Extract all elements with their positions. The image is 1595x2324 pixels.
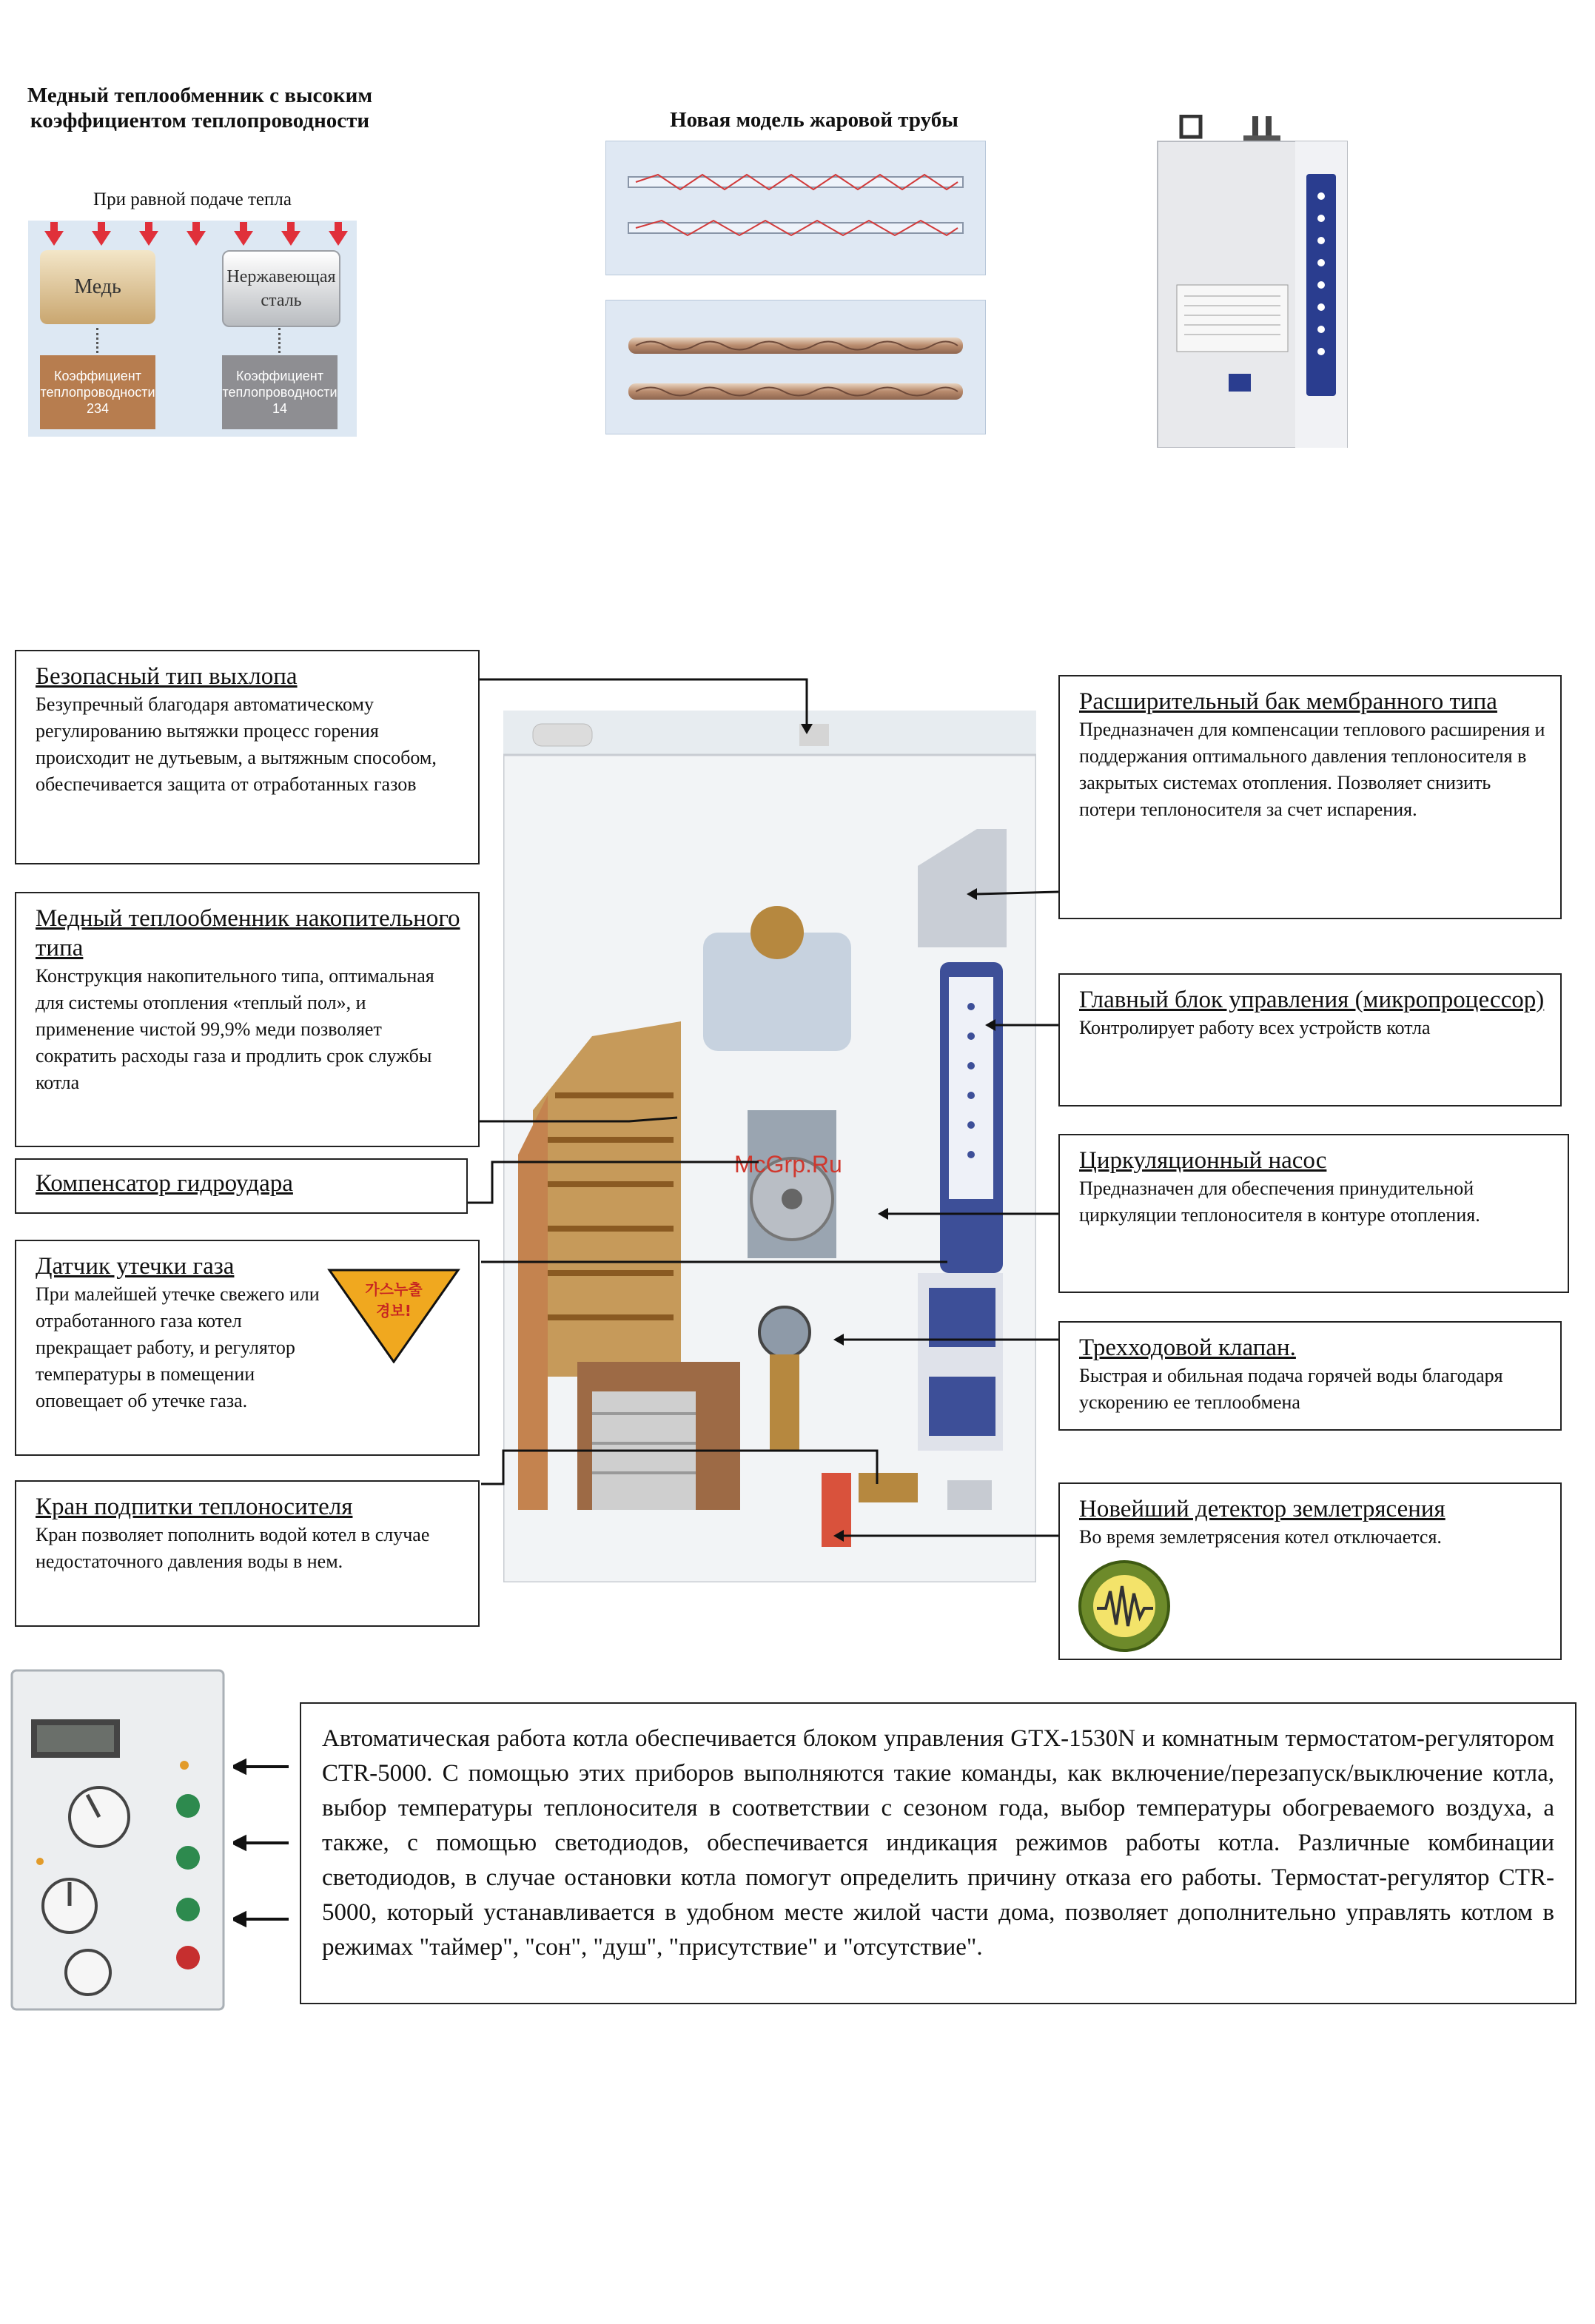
arrow-left-icon [233,1761,245,1773]
callout-text: Предназначен для обеспечения принудительной циркуляции теплоносителя в контуре отопления. [1079,1178,1480,1226]
earthquake-seal-icon [1076,1558,1172,1654]
tube-section-title: Новая модель жаровой трубы [670,108,958,132]
callout-copper-heat-exchanger [15,892,480,1147]
panel-pointer-arrows [233,1758,292,1928]
steel-coefficient-box: Коэффициент теплопроводности 14 [222,355,338,429]
copper-section-title: Медный теплообменник с высоким коэффициентом теплопроводности [27,84,373,132]
dotted-connector [278,328,283,357]
callout-title: Новейший детектор землетрясения [1079,1496,1445,1522]
steel-material-box: Нержавеющая сталь [222,250,340,327]
warning-text: 가스누출경보! [365,1280,423,1320]
control-description-text: Автоматическая работа котла обеспечивается блоком управления GTX-1530N и комнатным термостатом-регулятором CTR-5000. С помощью этих приборов выполняются такие команды, как включение/перезапуск/выключение котла, выбор температуры теплоносителя в соответствии с сезоном года, выбор температуры обогреваемого воздуха, а также, с помощью светодиодов, обеспечивается индикация режимов работы котла. Различные комбинации светодиодов, в случае остановки котла помогут определить причину отказа его работы. Термостат-регулятор CTR-5000, который устанавливается в удобном месте жилой части дома, позволяет дополнительно управлять котлом в режимах "таймер", "сон", "душ", "присутствие" и "отсутствие". [300,1702,1576,2004]
boiler-photo [1155,115,1362,448]
tube-diagram-top [605,141,986,275]
callout-safe-exhaust [15,650,480,864]
callout-text: Безупречный благодаря автоматическому регулированию вытяжки процесс горения происходит не дутьевым, а вытяжным способом, обеспечивается защита от отработанных газов [36,693,437,795]
callout-text: Конструкция накопительного типа, оптимальная для системы отопления «теплый пол», и применение чистой 99,9% меди позволяет сократить расходы газа и продлить срок службы котла [36,965,434,1093]
arrow-down-icon [281,231,300,246]
control-panel-photo [10,1669,225,2011]
callout-title: Циркуляционный насос [1079,1147,1327,1174]
copper-material-box: Медь [40,250,155,324]
arrow-down-icon [187,231,206,246]
callout-text: Контролирует работу всех устройств котла [1079,1017,1431,1038]
callout-water-hammer [15,1158,468,1214]
callout-gas-leak-sensor [15,1240,480,1456]
callout-text: Во время землетрясения котел отключается. [1079,1526,1442,1548]
copper-comparison-panel [28,189,357,437]
callout-control-unit [1058,973,1562,1106]
arrow-left-icon [233,1837,245,1849]
callout-title: Датчик утечки газа [36,1253,235,1280]
callout-title: Кран подпитки теплоносителя [36,1494,353,1520]
callout-expansion-tank [1058,675,1562,919]
dotted-connector [96,328,101,357]
copper-coefficient-box: Коэффициент теплопроводности 234 [40,355,155,429]
callout-circulation-pump [1058,1134,1569,1293]
watermark: McGrp.Ru [734,1151,842,1178]
callout-three-way-valve [1058,1321,1562,1431]
heat-arrows [44,231,348,246]
boiler-cutaway-diagram [503,711,1036,1582]
callout-title: Безопасный тип выхлопа [36,663,298,690]
warning-triangle-icon [323,1267,464,1363]
tube-diagram-bottom [605,300,986,434]
arrow-down-icon [139,231,158,246]
callout-text: При малейшей утечке свежего или отработанного газа котел прекращает работу, и регулятор температуры в помещении оповещает об утечке газа. [36,1283,320,1411]
arrow-down-icon [44,231,64,246]
callout-text: Предназначен для компенсации теплового расширения и поддержания оптимального давления теплоносителя в закрытых системах отопления. Позволяет снизить потери теплоносителя за счет испарения. [1079,719,1545,820]
callout-text: Быстрая и обильная подача горячей воды благодаря ускорению ее теплообмена [1079,1365,1503,1413]
callout-title: Трехходовой клапан. [1079,1334,1296,1361]
callout-title: Расширительный бак мембранного типа [1079,688,1497,715]
arrow-down-icon [92,231,111,246]
callout-title: Компенсатор гидроудара [36,1170,293,1197]
arrow-down-icon [329,231,348,246]
callout-earthquake-detector [1058,1482,1562,1660]
callout-title: Медный теплообменник накопительного типа [36,905,460,961]
callout-refill-valve [15,1480,480,1627]
arrow-left-icon [233,1913,245,1925]
callout-title: Главный блок управления (микропроцессор) [1079,987,1545,1013]
arrow-down-icon [234,231,253,246]
callout-text: Кран позволяет пополнить водой котел в случае недостаточного давления воды в нем. [36,1524,430,1572]
copper-subtitle: При равной подаче тепла [93,189,292,209]
